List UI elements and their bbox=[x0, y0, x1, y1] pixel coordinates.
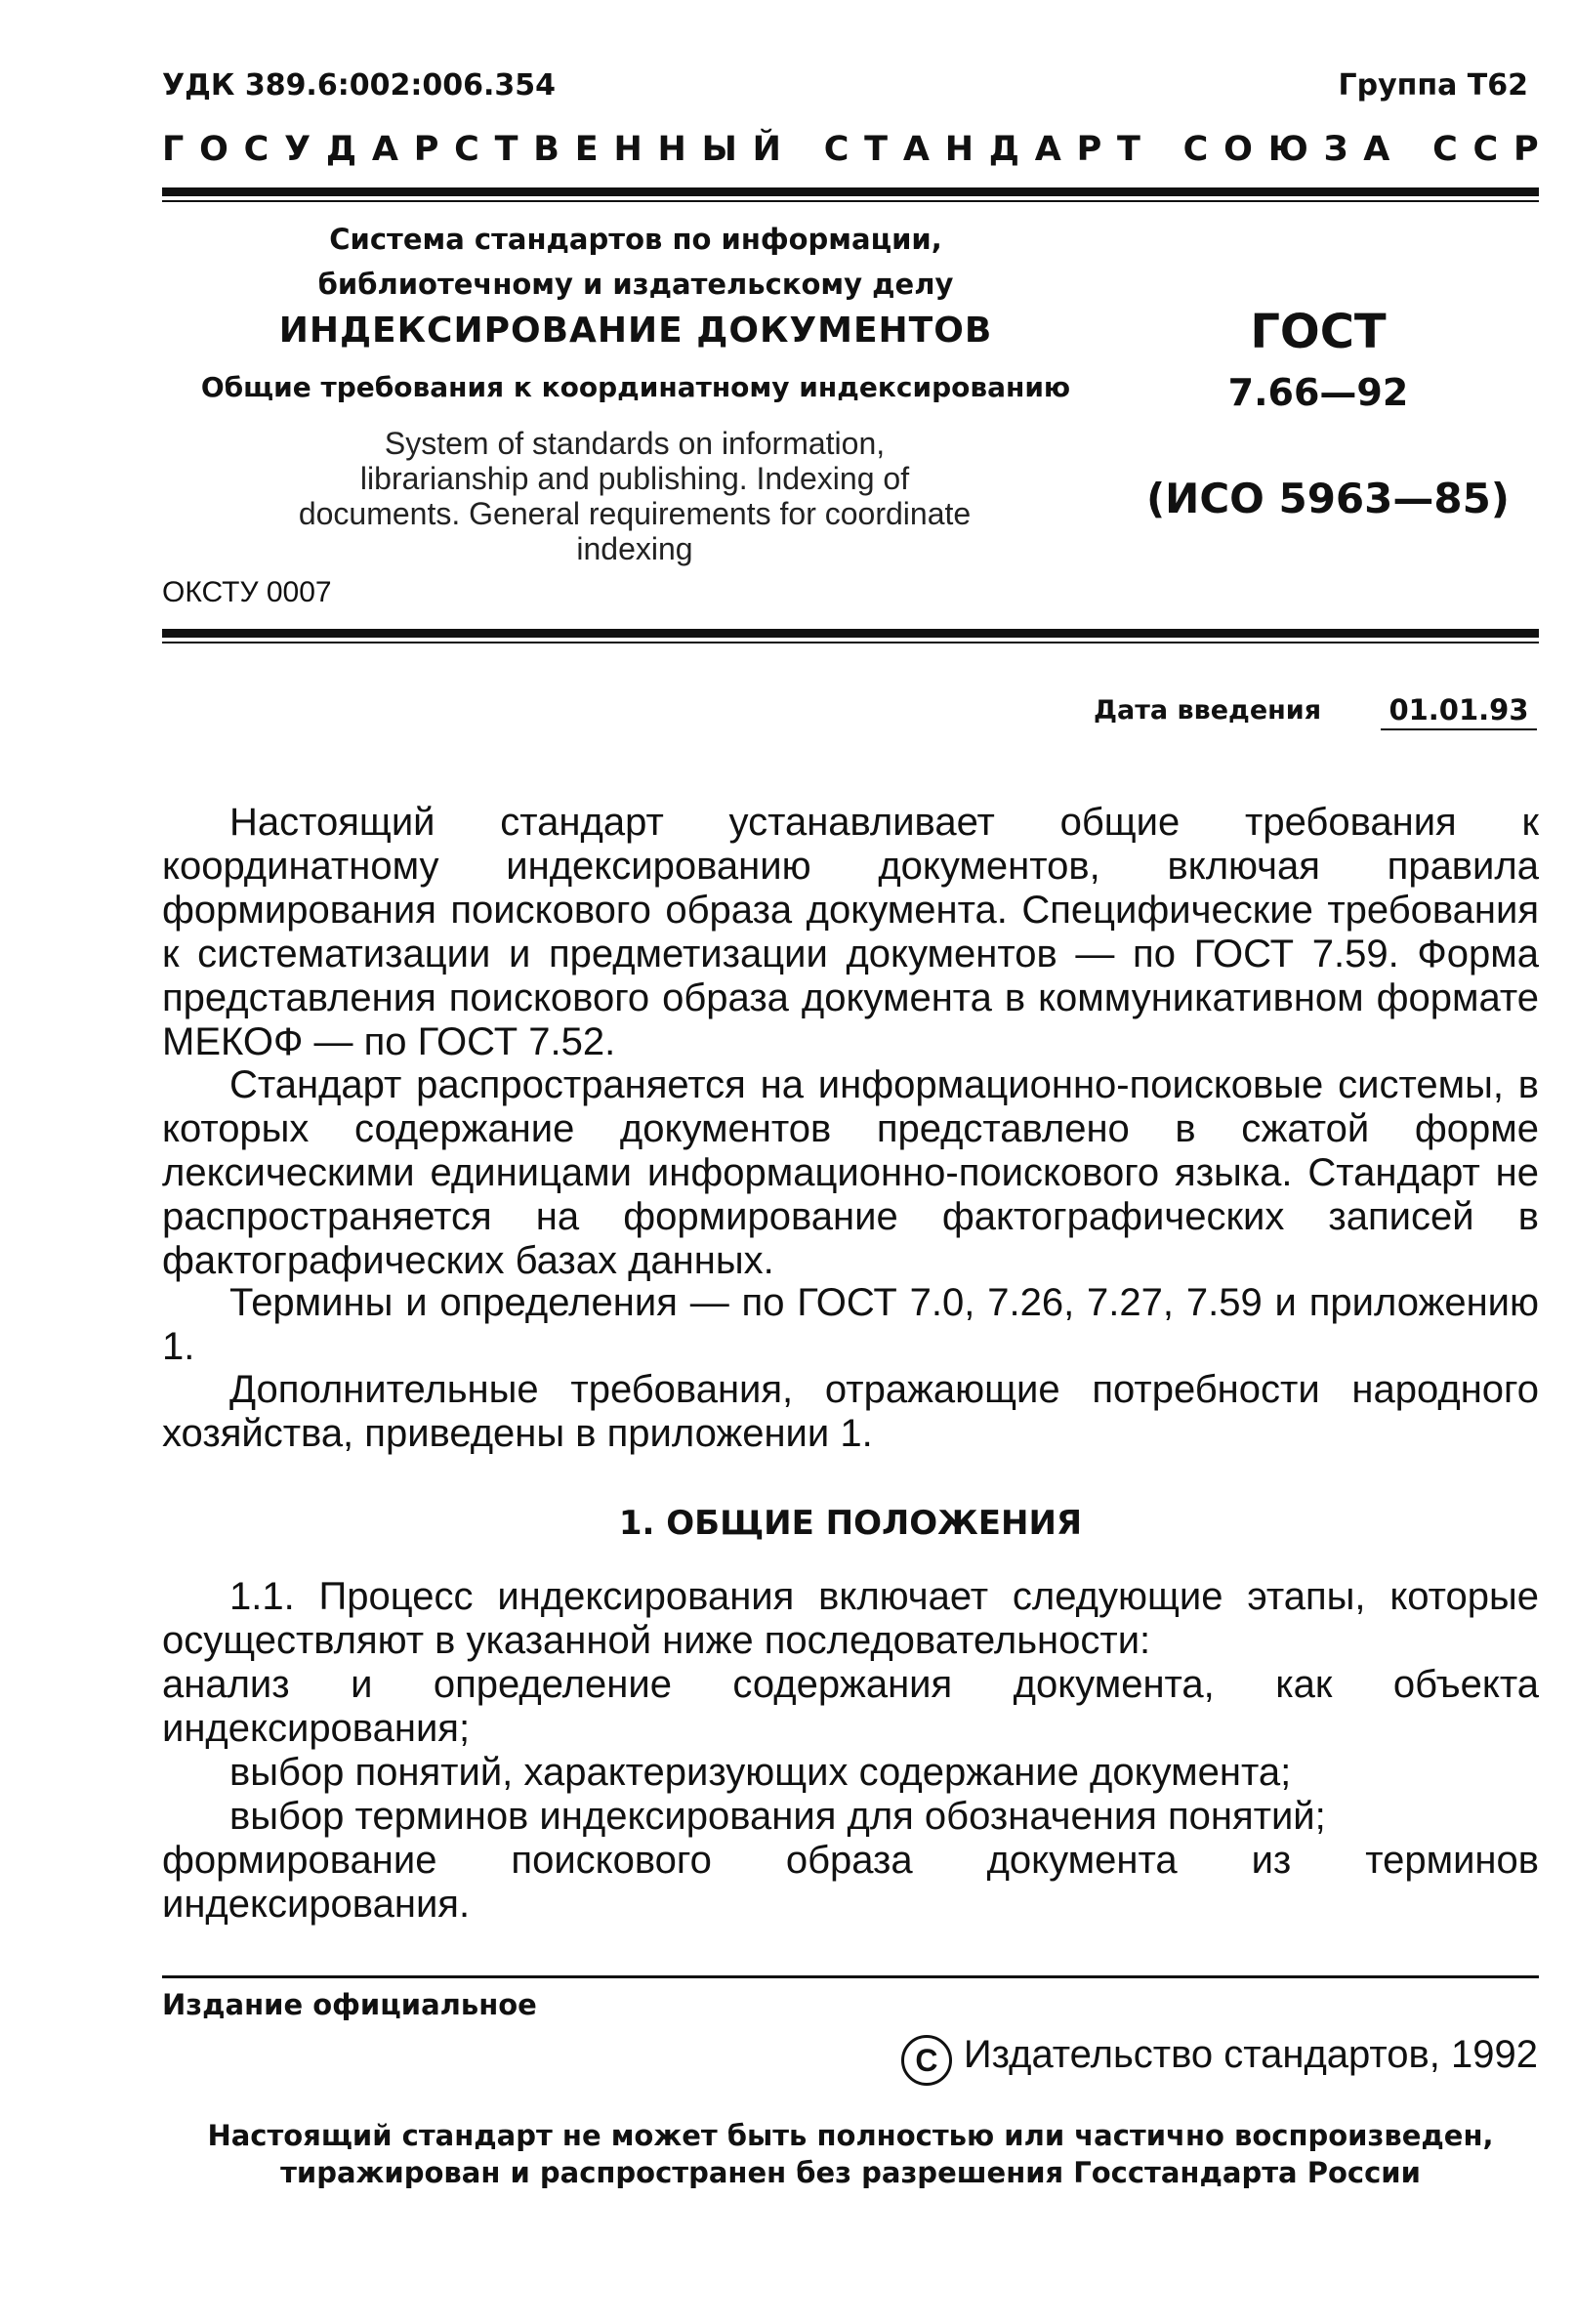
intro-paragraph: Настоящий стандарт устанавливает общие требования к координатному индексированию документов, включая правила формирования поискового образа документа. Специфические требования к систематизации и предметизации документов — по ГОСТ 7.59. Форма представления поискового образа документа в коммуникативном формате МЕКОФ — по ГОСТ 7.52. bbox=[162, 801, 1539, 1063]
heading-letter: В bbox=[533, 130, 560, 169]
heading-letter: Д bbox=[988, 130, 1019, 169]
effective-date-label: Дата введения bbox=[1094, 695, 1322, 726]
state-standard-heading bbox=[162, 130, 1539, 169]
list-item: выбор терминов индексирования для обозначения понятий; bbox=[229, 1795, 1326, 1838]
list-item: выбор понятий, характеризующих содержание документа; bbox=[229, 1751, 1292, 1794]
heading-letter: З bbox=[1323, 130, 1348, 169]
system-line-2: библиотечному и издательскому делу bbox=[317, 268, 954, 301]
effective-date-value: 01.01.93 bbox=[1381, 693, 1537, 730]
heading-letter: У bbox=[284, 130, 311, 169]
heading-letter: Н bbox=[657, 130, 686, 169]
heading-letter: Т bbox=[864, 130, 889, 169]
heading-letter: С bbox=[1182, 130, 1209, 169]
document-title: ИНДЕКСИРОВАНИЕ ДОКУМЕНТОВ bbox=[278, 311, 993, 351]
heading-letter: Т bbox=[1117, 130, 1140, 169]
heading-letter: А bbox=[1363, 130, 1390, 169]
document-subtitle: Общие требования к координатному индексированию bbox=[200, 371, 1071, 403]
heading-letter: О bbox=[1223, 130, 1253, 169]
heading-letter: Н bbox=[944, 130, 974, 169]
footer-rule bbox=[162, 1975, 1539, 1978]
heading-letter: С bbox=[823, 130, 850, 169]
list-item bbox=[162, 1663, 1539, 1751]
group-code: Группа Т62 bbox=[1338, 68, 1528, 103]
middle-rule-thick bbox=[162, 629, 1539, 638]
top-rule-thick bbox=[162, 187, 1539, 196]
english-line: librarianship and publishing. Indexing of bbox=[359, 461, 910, 496]
list-item-text: анализ и определение содержания документа, как объекта индексирования; bbox=[162, 1663, 1539, 1750]
english-line: System of standards on information, bbox=[384, 426, 886, 461]
okstu-code: ОКСТУ 0007 bbox=[162, 576, 332, 608]
clause-1-1: 1.1. Процесс индексирования включает следующие этапы, которые осуществляют в указанной ниже последовательности: bbox=[162, 1575, 1539, 1662]
heading-letter: А bbox=[902, 130, 930, 169]
heading-letter: А bbox=[1034, 130, 1061, 169]
heading-letter: С bbox=[1432, 130, 1458, 169]
heading-letter: С bbox=[243, 130, 269, 169]
heading-letter: С bbox=[1472, 130, 1499, 169]
heading-letter bbox=[1405, 130, 1417, 169]
reproduction-notice-line-2: тиражирован и распространен без разрешения Госстандарта России bbox=[280, 2156, 1421, 2189]
heading-letter: Й bbox=[752, 130, 781, 169]
official-edition: Издание официальное bbox=[162, 1988, 537, 2021]
iso-reference: (ИСО 5963—85) bbox=[1145, 475, 1511, 522]
top-rule-thin bbox=[162, 200, 1539, 202]
copyright-line bbox=[901, 2033, 1538, 2086]
scope-paragraph: Стандарт распространяется на информационно-поисковые системы, в которых содержание документов представлено в сжатой форме лексическими единицами информационно-поискового языка. Стандарт не распространяется на формирование фактографических записей в фактографических базах данных. bbox=[162, 1063, 1539, 1282]
terms-paragraph: Термины и определения — по ГОСТ 7.0, 7.26, 7.27, 7.59 и приложению 1. bbox=[162, 1281, 1539, 1368]
udk-code: УДК 389.6:002:006.354 bbox=[162, 68, 556, 103]
heading-letter: О bbox=[199, 130, 228, 169]
middle-rule-thin bbox=[162, 642, 1539, 643]
heading-letter bbox=[1156, 130, 1168, 169]
english-title bbox=[205, 426, 1064, 566]
section-1-title: 1. ОБЩИЕ ПОЛОЖЕНИЯ bbox=[618, 1504, 1083, 1543]
heading-letter bbox=[797, 130, 808, 169]
copyright-icon: C bbox=[901, 2035, 952, 2086]
system-line-1: Система стандартов по информации, bbox=[329, 223, 942, 256]
heading-letter: Р bbox=[413, 130, 439, 169]
english-line: indexing bbox=[576, 531, 693, 566]
heading-letter: Р bbox=[1513, 130, 1539, 169]
heading-letter: Г bbox=[162, 130, 185, 169]
gost-label: ГОСТ bbox=[1250, 305, 1387, 359]
additional-requirements-paragraph: Дополнительные требования, отражающие потребности народного хозяйства, приведены в приложении 1. bbox=[162, 1368, 1539, 1455]
copyright-text: Издательство стандартов, 1992 bbox=[963, 2033, 1538, 2076]
heading-letter: Н bbox=[613, 130, 642, 169]
gost-number: 7.66—92 bbox=[1227, 371, 1409, 414]
heading-letter: С bbox=[454, 130, 479, 169]
heading-letter: Ю bbox=[1267, 130, 1308, 169]
list-item-text: формирование поискового образа документа из терминов индексирования. bbox=[162, 1839, 1539, 1926]
list-item bbox=[162, 1839, 1539, 1927]
reproduction-notice-line-1: Настоящий стандарт не может быть полностью или частично воспроизведен, bbox=[207, 2119, 1494, 2152]
heading-letter: Ы bbox=[701, 130, 737, 169]
english-line: documents. General requirements for coordinate bbox=[298, 496, 972, 531]
heading-letter: Р bbox=[1076, 130, 1102, 169]
heading-letter: Т bbox=[494, 130, 518, 169]
heading-letter: А bbox=[371, 130, 398, 169]
heading-letter: Е bbox=[574, 130, 599, 169]
heading-letter: Д bbox=[325, 130, 357, 169]
